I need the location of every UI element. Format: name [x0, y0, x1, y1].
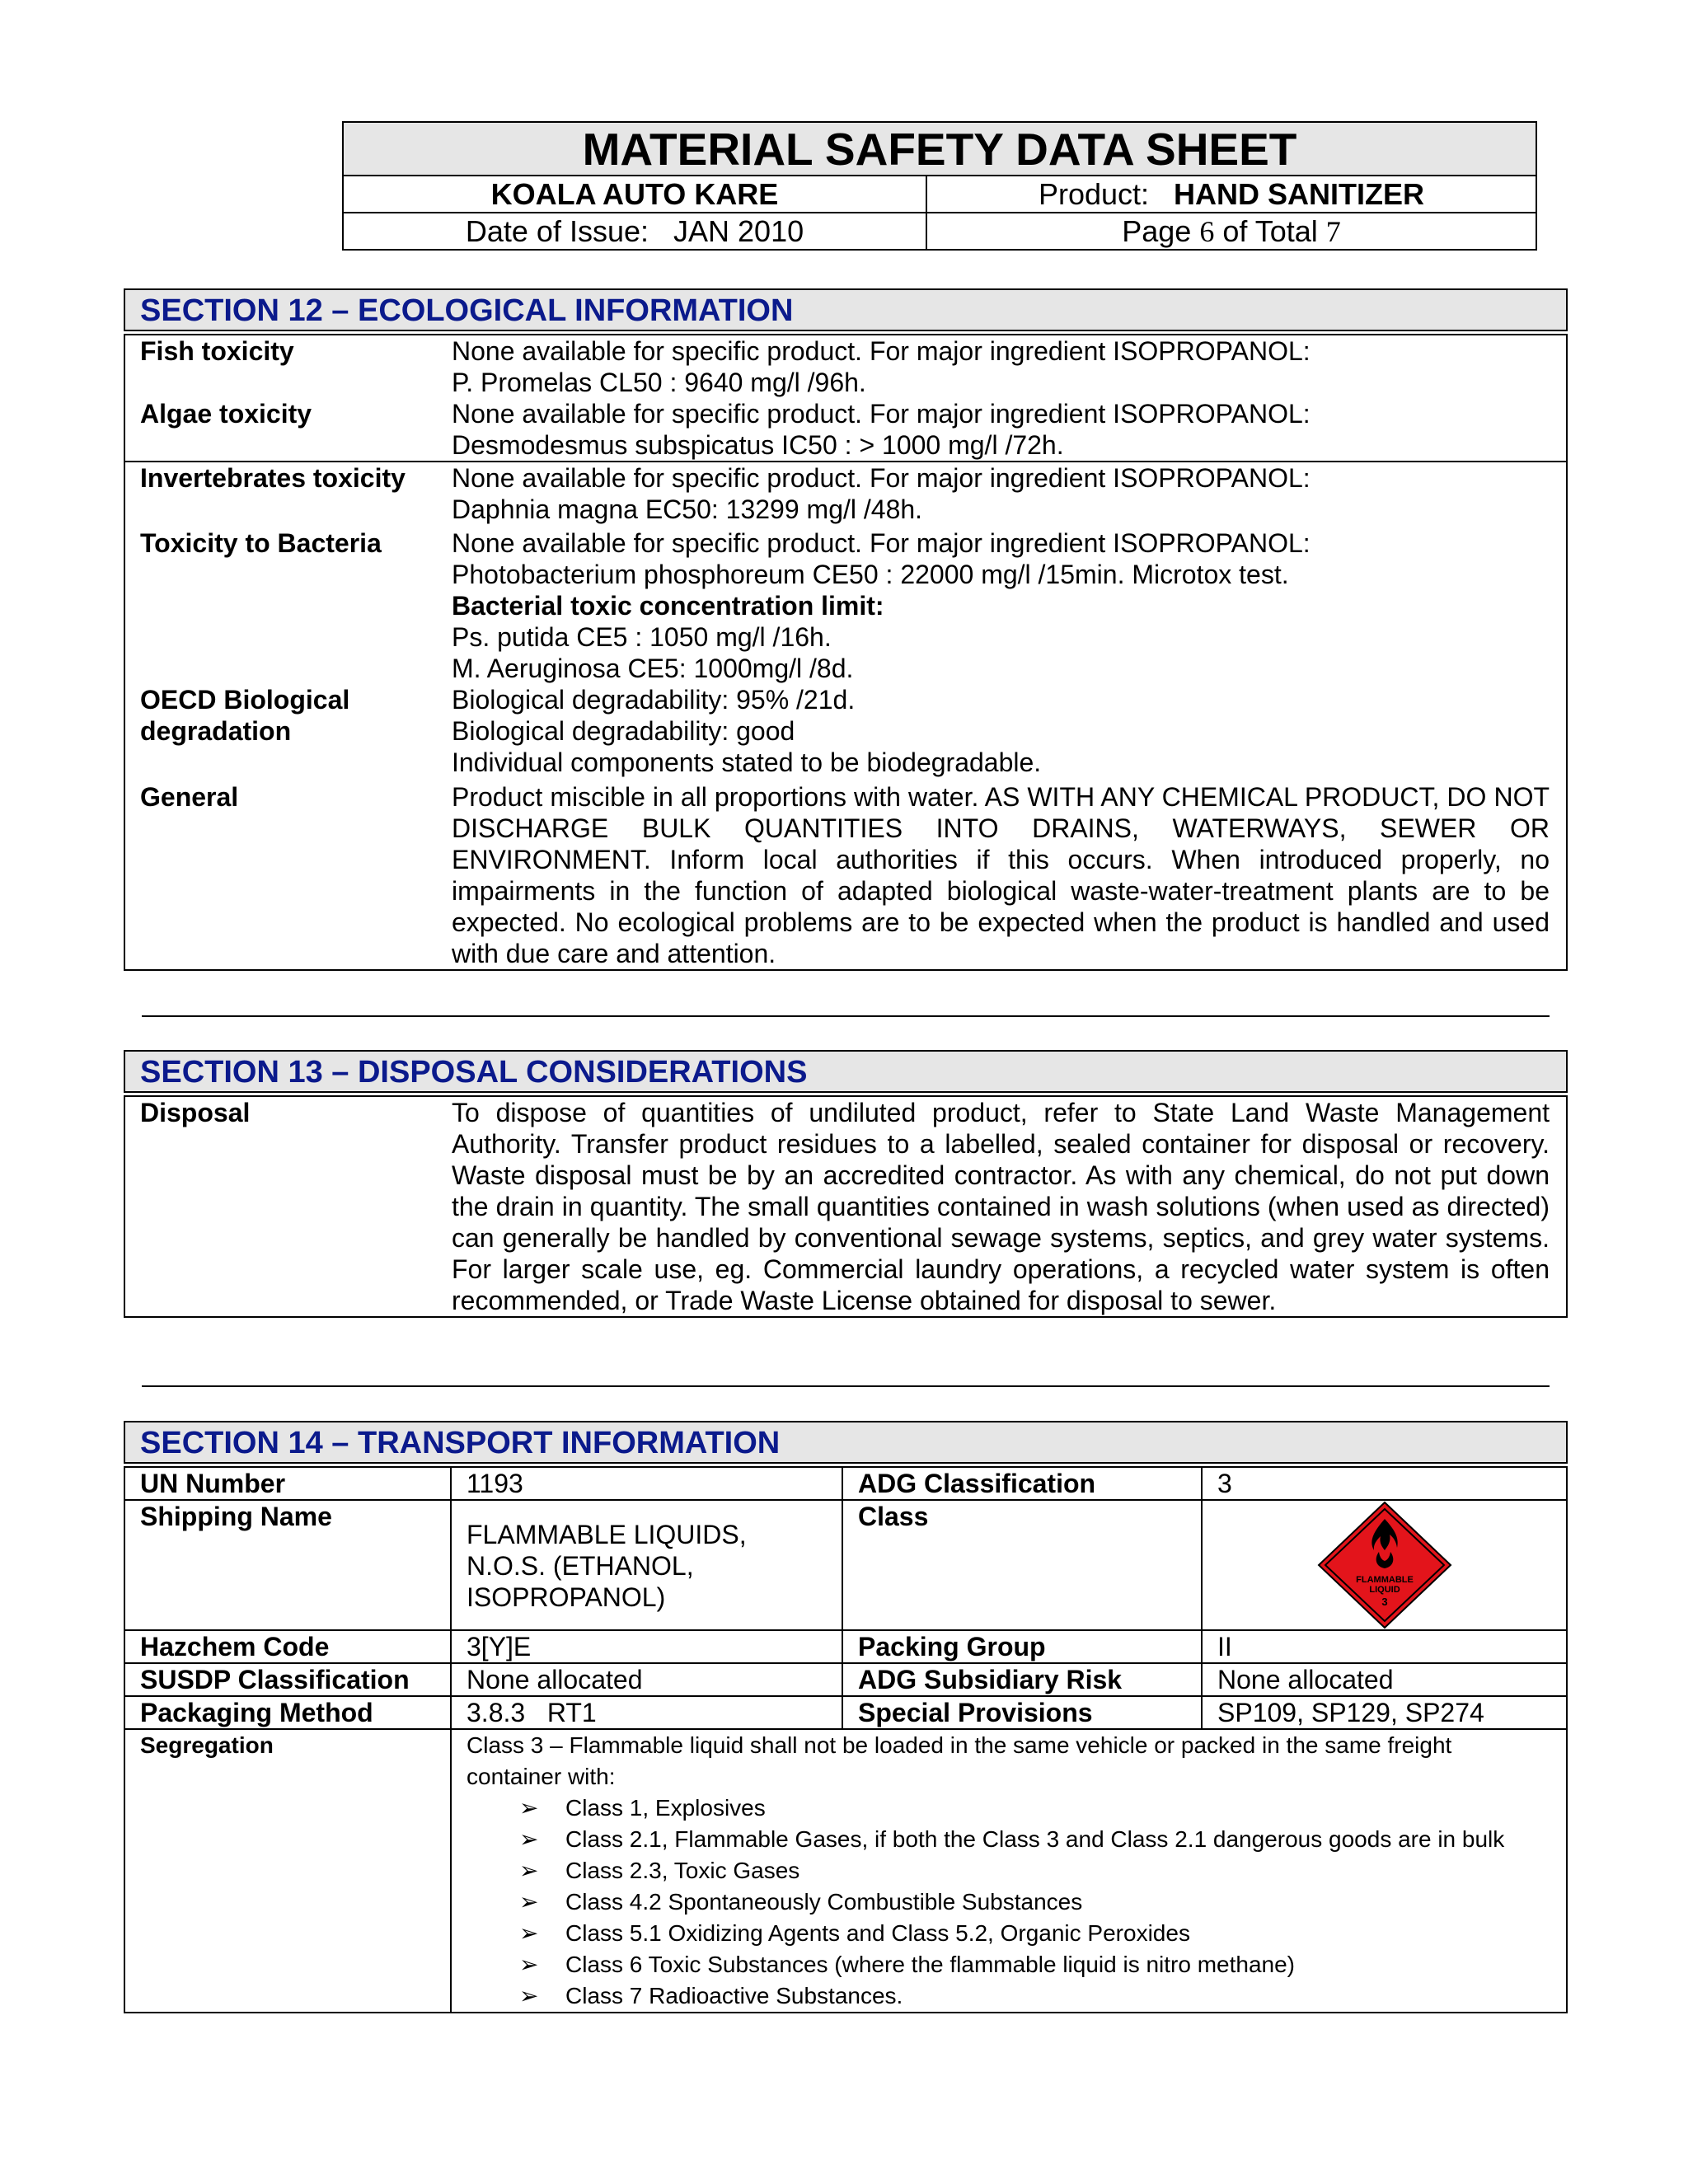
bact-line-2: Photobacterium phosphoreum CE50 : 22000 mg/l /15min. Microtox test.: [452, 560, 1289, 589]
algae-line-2: Desmodesmus subspicatus IC50 : > 1000 mg/l /72h.: [452, 430, 1064, 460]
segregation-item-text: Class 2.1, Flammable Gases, if both the Class 3 and Class 2.1 dangerous goods are in bulk: [565, 1826, 1505, 1852]
document-header: [342, 121, 1537, 251]
transport-table-wrap: [124, 1466, 1568, 2013]
transport-row-segregation: [124, 1729, 1567, 2013]
segregation-label: Segregation: [124, 1729, 451, 2013]
un-number-label: UN Number: [124, 1467, 451, 1500]
document-title: MATERIAL SAFETY DATA SHEET: [344, 123, 1536, 176]
section-13-title: SECTION 13 – DISPOSAL CONSIDERATIONS: [124, 1050, 1568, 1093]
arrow-bullet-icon: ➢: [519, 1826, 539, 1852]
shipping-name-label: Shipping Name: [124, 1500, 451, 1630]
shipping-line-1: FLAMMABLE LIQUIDS,: [467, 1520, 747, 1549]
segregation-item: [467, 1793, 1551, 1824]
packing-group-value: II: [1202, 1630, 1567, 1663]
page-label: Page: [1122, 214, 1192, 248]
oecd-line-3: Individual components stated to be biodegradable.: [452, 748, 1042, 777]
fish-line-2: P. Promelas CL50 : 9640 mg/l /96h.: [452, 368, 866, 397]
transport-row-shipping: [124, 1500, 1567, 1630]
group-other-toxicity: [125, 461, 1566, 969]
segregation-item-text: Class 4.2 Spontaneously Combustible Substances: [565, 1889, 1083, 1915]
header-row-company: [344, 176, 1536, 212]
section-14-title: SECTION 14 – TRANSPORT INFORMATION: [124, 1421, 1568, 1464]
placard-line-2: LIQUID: [1368, 1585, 1400, 1595]
date-value: JAN 2010: [673, 214, 804, 248]
date-label: Date of Issue:: [465, 214, 649, 248]
divider-rule: [142, 1385, 1550, 1387]
transport-row-hazchem: [124, 1630, 1567, 1663]
fish-toxicity-value: [452, 335, 1566, 398]
susdp-classification-label: SUSDP Classification: [124, 1663, 451, 1696]
arrow-bullet-icon: ➢: [519, 1952, 539, 1977]
adg-classification-label: ADG Classification: [842, 1467, 1202, 1500]
arrow-bullet-icon: ➢: [519, 1983, 539, 2008]
oecd-line-2: Biological degradability: good: [452, 716, 795, 746]
section-13-body: [124, 1095, 1568, 1318]
adg-subsidiary-risk-label: ADG Subsidiary Risk: [842, 1663, 1202, 1696]
bacteria-toxicity-label: Toxicity to Bacteria: [140, 528, 382, 558]
row-disposal: [125, 1097, 1566, 1316]
segregation-item-text: Class 7 Radioactive Substances.: [565, 1983, 903, 2008]
row-fish-toxicity: [125, 335, 1566, 398]
invertebrates-toxicity-label: Invertebrates toxicity: [140, 463, 406, 493]
company-name: KOALA AUTO KARE: [344, 176, 927, 212]
arrow-bullet-icon: ➢: [519, 1920, 539, 1946]
segregation-value: [451, 1729, 1567, 2013]
bact-line-5: M. Aeruginosa CE5: 1000mg/l /8d.: [452, 654, 854, 683]
page-number: 6: [1199, 215, 1215, 248]
special-provisions-value: SP109, SP129, SP274: [1202, 1696, 1567, 1729]
page-of: of Total: [1222, 214, 1318, 248]
algae-toxicity-label: Algae toxicity: [140, 399, 312, 429]
transport-table: [124, 1466, 1568, 2013]
row-algae-toxicity: [125, 398, 1566, 461]
segregation-item: [467, 1855, 1551, 1886]
oecd-degradation-value: [452, 684, 1566, 778]
disposal-value: To dispose of quantities of undiluted product, refer to State Land Waste Management Authority. Transfer product residues to a labelled, sealed container for disposal or recovery. Waste disposal must be by an accredited contractor. As with any chemical, do not put down the drain in quantity. The small quantities contained in wash solutions (when used as directed) can generally be handled by conventional sewage systems, septics, and grey water systems. For larger scale use, eg. Commercial laundry operations, a recycled water system is often recommended, or Trade Waste License obtained for disposal to sewer.: [452, 1098, 1550, 1315]
oecd-degradation-label: [125, 684, 452, 778]
susdp-classification-value: None allocated: [451, 1663, 842, 1696]
segregation-item-text: Class 2.3, Toxic Gases: [565, 1858, 800, 1883]
page-total: 7: [1325, 215, 1341, 248]
general-label: General: [140, 782, 239, 812]
shipping-line-2: N.O.S. (ETHANOL,: [467, 1551, 694, 1581]
row-bacteria-toxicity: [125, 527, 1566, 684]
section-12-body: [124, 334, 1568, 971]
row-oecd-degradation: [125, 684, 1566, 778]
segregation-item: [467, 1980, 1551, 2012]
product-name: HAND SANITIZER: [1174, 177, 1425, 211]
group-fish-algae: [125, 335, 1566, 461]
oecd-label-line-2: degradation: [140, 716, 292, 746]
packing-group-label: Packing Group: [842, 1630, 1202, 1663]
algae-toxicity-value: [452, 398, 1566, 461]
flammable-liquid-placard-icon: [1316, 1501, 1453, 1629]
product-cell: [927, 176, 1536, 212]
class-placard-cell: [1202, 1500, 1567, 1630]
packaging-method-value: 3.8.3 RT1: [451, 1696, 842, 1729]
segregation-item: [467, 1886, 1551, 1918]
date-cell: [344, 213, 927, 249]
arrow-bullet-icon: ➢: [519, 1795, 539, 1821]
row-invertebrates-toxicity: [125, 462, 1566, 525]
shipping-name-value: [451, 1500, 842, 1630]
adg-subsidiary-risk-value: None allocated: [1202, 1663, 1567, 1696]
divider-rule: [142, 1015, 1550, 1017]
class-label: Class: [842, 1500, 1202, 1630]
hazchem-code-label: Hazchem Code: [124, 1630, 451, 1663]
special-provisions-label: Special Provisions: [842, 1696, 1202, 1729]
arrow-bullet-icon: ➢: [519, 1889, 539, 1915]
oecd-line-1: Biological degradability: 95% /21d.: [452, 685, 856, 715]
section-12: [124, 288, 1568, 971]
hazchem-code-value: 3[Y]E: [451, 1630, 842, 1663]
segregation-item-text: Class 6 Toxic Substances (where the flammable liquid is nitro methane): [565, 1952, 1296, 1977]
bacteria-toxicity-value: [452, 527, 1566, 684]
header-row-date: [344, 212, 1536, 249]
invert-line-2: Daphnia magna EC50: 13299 mg/l /48h.: [452, 494, 923, 524]
bact-line-1: None available for specific product. For major ingredient ISOPROPANOL:: [452, 528, 1311, 558]
placard-line-1: FLAMMABLE: [1355, 1575, 1414, 1585]
product-label: Product:: [1038, 177, 1150, 211]
page-cell: [927, 213, 1536, 249]
segregation-intro: Class 3 – Flammable liquid shall not be loaded in the same vehicle or packed in the same freight container with:: [467, 1732, 1452, 1789]
invert-line-1: None available for specific product. For major ingredient ISOPROPANOL:: [452, 463, 1311, 493]
fish-toxicity-label: Fish toxicity: [140, 336, 294, 366]
segregation-list: [467, 1793, 1551, 2012]
invertebrates-toxicity-value: [452, 462, 1566, 525]
bact-line-3: Bacterial toxic concentration limit:: [452, 591, 884, 621]
section-12-title: SECTION 12 – ECOLOGICAL INFORMATION: [124, 288, 1568, 331]
segregation-item: [467, 1824, 1551, 1855]
algae-line-1: None available for specific product. For major ingredient ISOPROPANOL:: [452, 399, 1311, 429]
shipping-line-3: ISOPROPANOL): [467, 1582, 666, 1612]
bact-line-4: Ps. putida CE5 : 1050 mg/l /16h.: [452, 622, 832, 652]
packaging-method-label: Packaging Method: [124, 1696, 451, 1729]
section-14: [124, 1421, 1568, 2013]
segregation-item-text: Class 5.1 Oxidizing Agents and Class 5.2, Organic Peroxides: [565, 1920, 1190, 1946]
segregation-item: [467, 1949, 1551, 1980]
segregation-item-text: Class 1, Explosives: [565, 1795, 766, 1821]
un-number-value: 1193: [451, 1467, 842, 1500]
row-general: [125, 781, 1566, 969]
transport-row-un: [124, 1467, 1567, 1500]
transport-row-susdp: [124, 1663, 1567, 1696]
disposal-label: Disposal: [140, 1098, 251, 1127]
transport-row-packaging: [124, 1696, 1567, 1729]
fish-line-1: None available for specific product. For major ingredient ISOPROPANOL:: [452, 336, 1311, 366]
general-value: Product miscible in all proportions with water. AS WITH ANY CHEMICAL PRODUCT, DO NOT DISCHARGE BULK QUANTITIES INTO DRAINS, WATERWAYS, SEWER OR ENVIRONMENT. Inform local authorities if this occurs. When introduced properly, no impairments in the function of adapted biological waste-water-treatment plants are to be expected. No ecological problems are to be expected when the product is handled and used with due care and attention.: [452, 782, 1550, 968]
placard-class-number: 3: [1381, 1596, 1388, 1608]
segregation-item: [467, 1918, 1551, 1949]
adg-classification-value: 3: [1202, 1467, 1567, 1500]
arrow-bullet-icon: ➢: [519, 1858, 539, 1883]
section-13: [124, 1050, 1568, 1318]
oecd-label-line-1: OECD Biological: [140, 685, 350, 715]
